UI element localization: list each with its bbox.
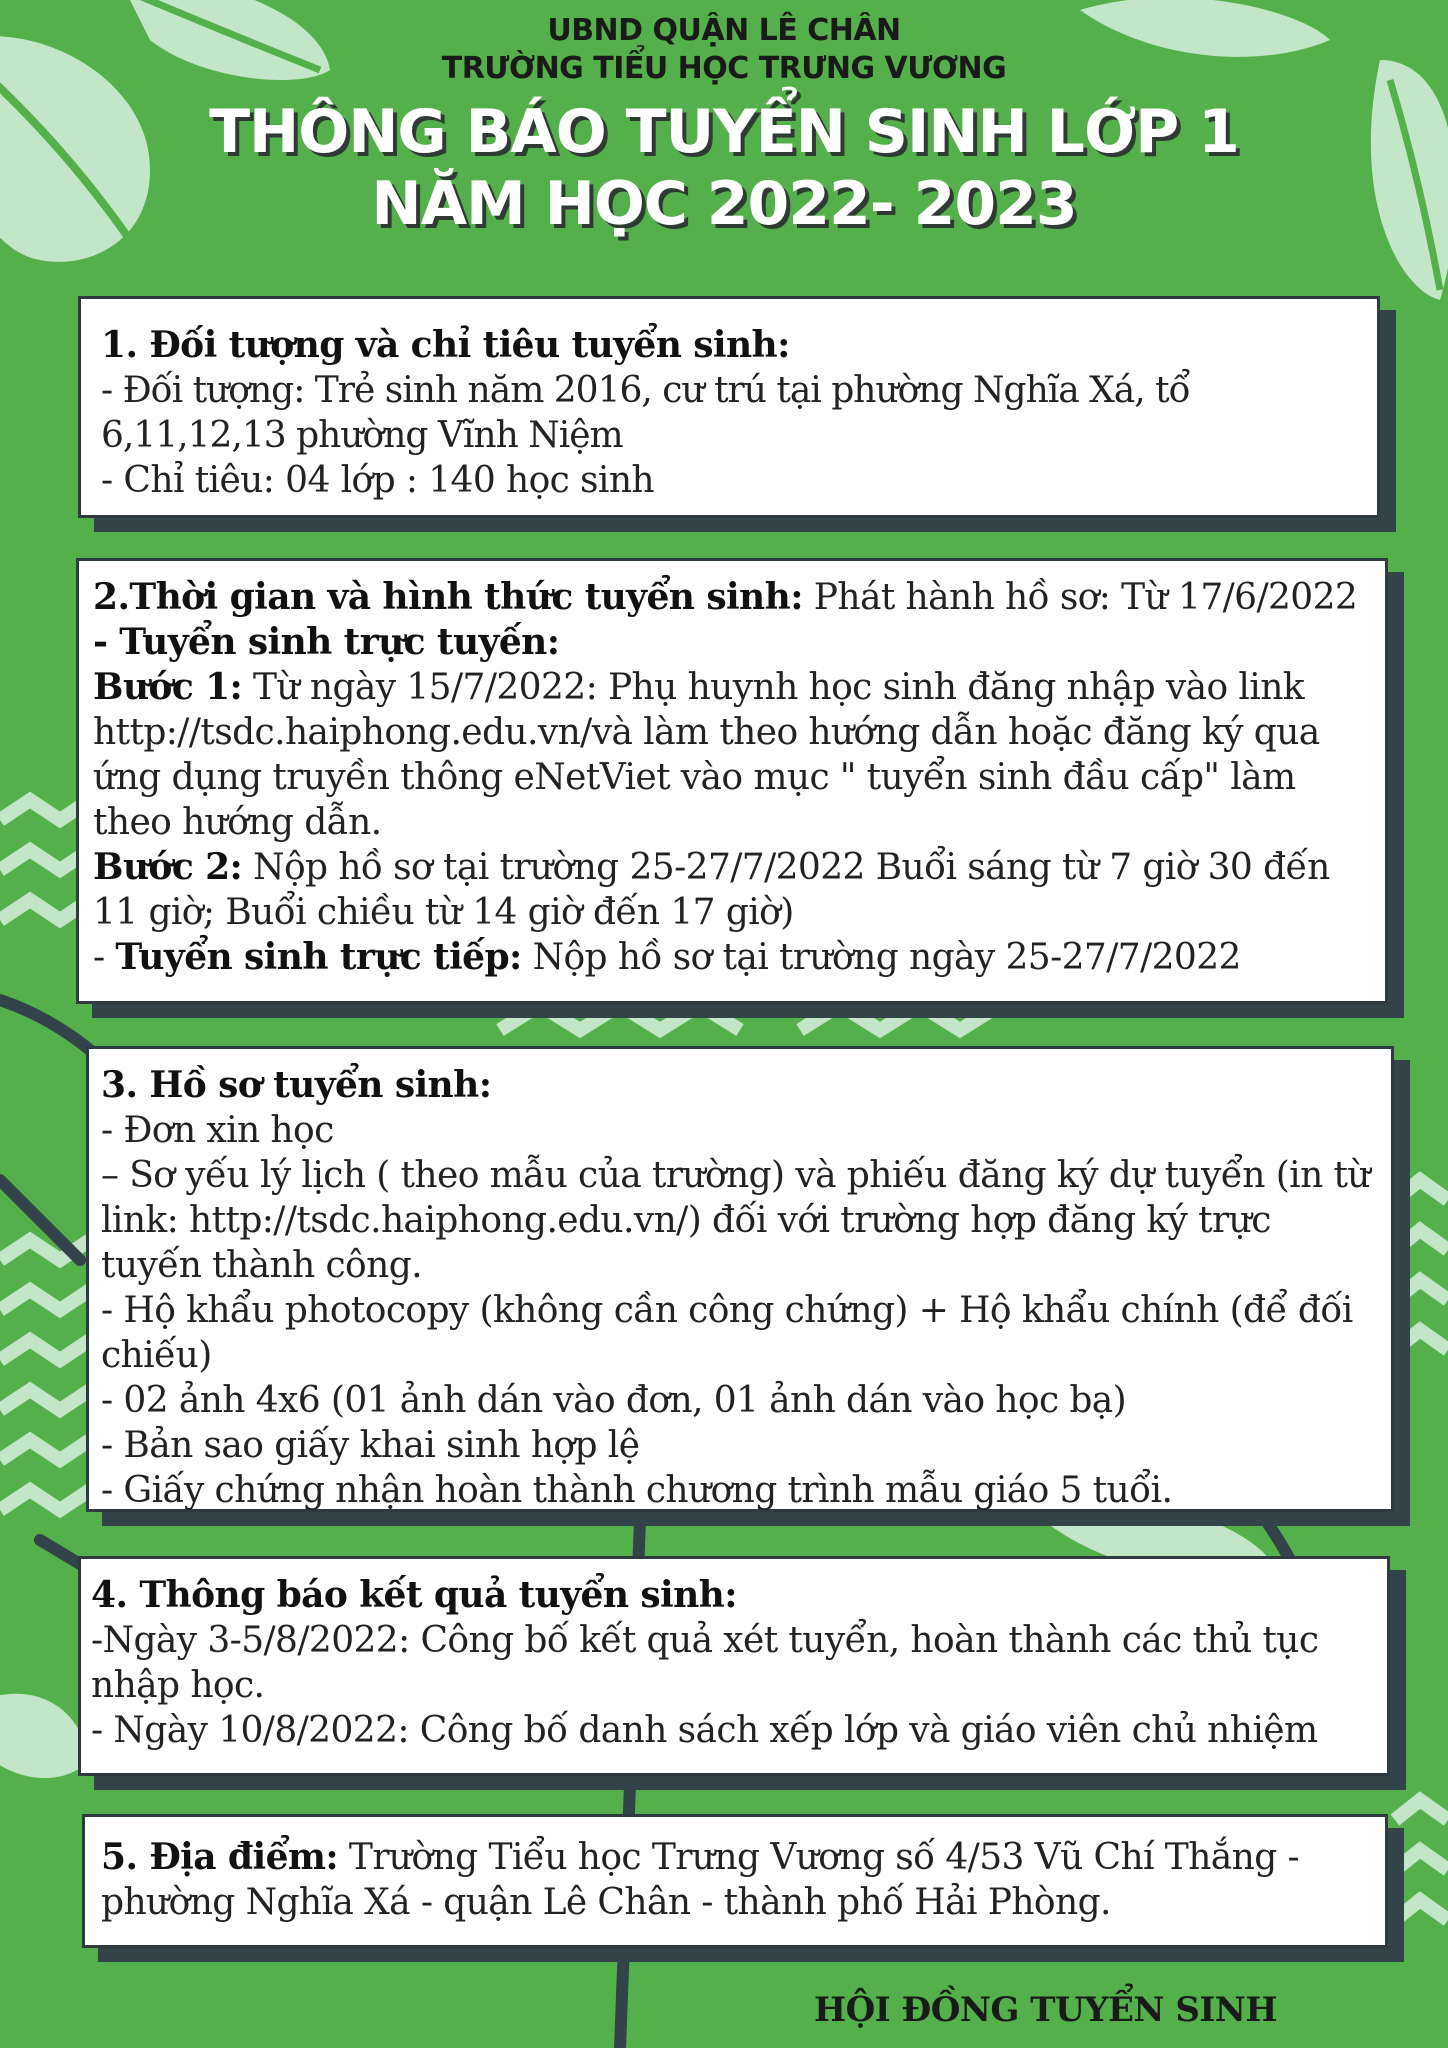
- section-heading: 4. Thông báo kết quả tuyển sinh:: [91, 1574, 737, 1616]
- address-text: Trường Tiểu học Trưng Vương số 4/53 Vũ Chí Thắng - phường Nghĩa Xá - quận Lê Chân - thành phố Hải Phòng.: [101, 1837, 1300, 1923]
- document-item: - Đơn xin học: [101, 1110, 334, 1151]
- section-heading: 1. Đối tượng và chỉ tiêu tuyển sinh:: [101, 324, 790, 366]
- online-label: - Tuyển sinh trực tuyến:: [93, 621, 560, 663]
- section-documents: [86, 1046, 1394, 1512]
- step1-label: Bước 1:: [93, 666, 243, 708]
- document-item: - Hộ khẩu photocopy (không cần công chứng) + Hộ khẩu chính (để đối chiếu): [101, 1290, 1353, 1376]
- section-heading: 5. Địa điểm:: [101, 1836, 339, 1878]
- poster-header: [0, 0, 1448, 240]
- document-item: - Giấy chứng nhận hoàn thành chương trình mẫu giáo 5 tuổi.: [101, 1470, 1173, 1511]
- step2-text: Nộp hồ sơ tại trường 25-27/7/2022 Buổi sáng từ 7 giờ 30 đến 11 giờ; Buổi chiều từ 14 giờ đến 17 giờ): [93, 847, 1330, 933]
- release-date-text: Phát hành hồ sơ: Từ 17/6/2022: [802, 577, 1358, 618]
- school-year: NĂM HỌC 2022- 2023: [371, 169, 1077, 239]
- step2-label: Bước 2:: [93, 846, 243, 888]
- class-list-text: - Ngày 10/8/2022: Công bố danh sách xếp lớp và giáo viên chủ nhiệm: [91, 1710, 1318, 1751]
- step1-text: Từ ngày 15/7/2022: Phụ huynh học sinh đăng nhập vào link http://tsdc.haiphong.edu.vn/và làm theo hướng dẫn hoặc đăng ký qua ứng dụng truyền thông eNetViet vào mục " tuyển sinh đầu cấp" làm theo hướng dẫn.: [93, 667, 1320, 843]
- quota-text: - Chỉ tiêu: 04 lớp : 140 học sinh: [101, 460, 655, 501]
- document-item: - Bản sao giấy khai sinh hợp lệ: [101, 1425, 640, 1466]
- section-heading: 2.Thời gian và hình thức tuyển sinh:: [93, 576, 803, 618]
- section-time-method: [76, 558, 1388, 1004]
- target-text: - Đối tượng: Trẻ sinh năm 2016, cư trú tại phường Nghĩa Xá, tổ 6,11,12,13 phường Vĩnh Niệm: [101, 370, 1190, 456]
- direct-text: Nộp hồ sơ tại trường ngày 25-27/7/2022: [521, 937, 1241, 978]
- results-text: -Ngày 3-5/8/2022: Công bố kết quả xét tuyển, hoàn thành các thủ tục nhập học.: [91, 1620, 1319, 1706]
- signature: HỘI ĐỒNG TUYỂN SINH: [814, 1990, 1277, 2030]
- section-target-quota: [78, 296, 1380, 518]
- direct-prefix: -: [93, 937, 116, 978]
- section-location: [82, 1814, 1388, 1948]
- school-name: TRƯỜNG TIỂU HỌC TRƯNG VƯƠNG: [441, 51, 1007, 86]
- document-item: – Sơ yếu lý lịch ( theo mẫu của trường) và phiếu đăng ký dự tuyển (in từ link: http://tsdc.haiphong.edu.vn/) đối với trường hợp đăng ký trực tuyến thành công.: [101, 1155, 1370, 1286]
- section-heading: 3. Hồ sơ tuyển sinh:: [101, 1064, 492, 1106]
- document-item: - 02 ảnh 4x6 (01 ảnh dán vào đơn, 01 ảnh dán vào học bạ): [101, 1380, 1127, 1421]
- poster-title: THÔNG BÁO TUYỂN SINH LỚP 1: [209, 97, 1239, 167]
- section-results: [78, 1556, 1390, 1776]
- district-name: UBND QUẬN LÊ CHÂN: [547, 13, 901, 48]
- direct-label: Tuyển sinh trực tiếp:: [115, 936, 522, 978]
